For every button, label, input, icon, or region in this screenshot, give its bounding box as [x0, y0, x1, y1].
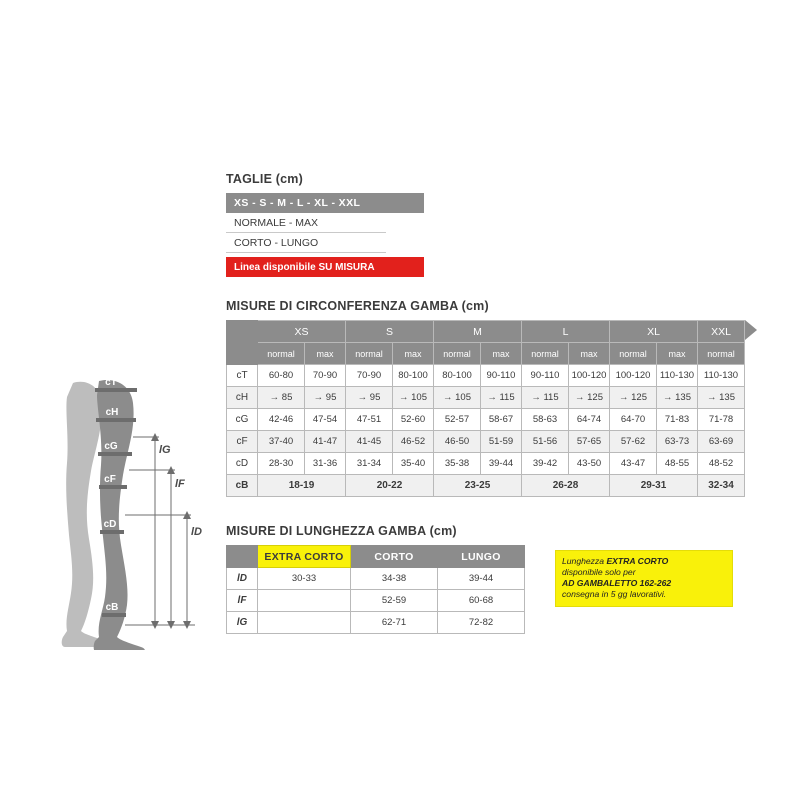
band-cG [98, 452, 132, 456]
cell: 63-73 [657, 431, 698, 453]
cell: 51-56 [522, 431, 569, 453]
taglie-title: TAGLIE (cm) [226, 172, 303, 186]
label-cB: cB [105, 602, 119, 613]
taglie-rows [226, 193, 571, 277]
circ-row-label-ch: cH [227, 387, 258, 409]
label-cG: cG [104, 441, 118, 452]
cell: 20-22 [346, 475, 434, 497]
cell: 32-34 [698, 475, 745, 497]
cell: 64-70 [610, 409, 657, 431]
cell: → 95 [305, 387, 346, 409]
cell: 30-33 [258, 568, 351, 590]
taglie-section [226, 172, 766, 277]
circ-corner-cell [227, 321, 258, 343]
table-row [227, 365, 745, 387]
table-row [227, 475, 745, 497]
circ-sub-0: normal [258, 343, 305, 365]
cell: 60-80 [258, 365, 305, 387]
circ-sub-7: max [569, 343, 610, 365]
band-cH [96, 418, 136, 422]
cell: 35-38 [434, 453, 481, 475]
circ-header-l: L [522, 321, 610, 343]
cell: 37-40 [258, 431, 305, 453]
band-cT [95, 388, 137, 392]
note-emph-extra-corto: EXTRA CORTO [606, 556, 669, 566]
circ-sub-4: normal [434, 343, 481, 365]
circ-sub-8: normal [610, 343, 657, 365]
circonferenza-title: MISURE DI CIRCONFERENZA GAMBA (cm) [226, 299, 489, 313]
table-row [227, 387, 745, 409]
circ-sub-header-row [227, 343, 745, 365]
cell: 100-120 [569, 365, 610, 387]
len-row-label-lg: lG [227, 612, 258, 634]
note-line-1 [562, 556, 726, 567]
leg-diagram-svg [55, 375, 230, 650]
lunghezza-table [226, 545, 525, 634]
cell: 42-46 [258, 409, 305, 431]
cell: 47-51 [346, 409, 393, 431]
dimension-lines [125, 433, 195, 629]
cell: → 115 [481, 387, 522, 409]
cell: 47-54 [305, 409, 346, 431]
label-lD: lD [191, 526, 202, 538]
cell: 31-36 [305, 453, 346, 475]
circ-row-label-cg: cG [227, 409, 258, 431]
cell: 57-62 [610, 431, 657, 453]
cell: 34-38 [351, 568, 438, 590]
circ-sub-2: normal [346, 343, 393, 365]
note-line-2: disponibile solo per [562, 567, 636, 577]
taglie-normale-max: NORMALE - MAX [226, 213, 386, 233]
lunghezza-title: MISURE DI LUNGHEZZA GAMBA (cm) [226, 524, 457, 538]
cell: 31-34 [346, 453, 393, 475]
cell: 70-90 [346, 365, 393, 387]
circ-header-xs: XS [258, 321, 346, 343]
cell: → 135 [657, 387, 698, 409]
cell: 71-78 [698, 409, 745, 431]
cell: 35-40 [393, 453, 434, 475]
cell: 43-47 [610, 453, 657, 475]
circ-sub-3: max [393, 343, 434, 365]
len-row-label-lf: lF [227, 590, 258, 612]
label-lF: lF [175, 478, 185, 490]
cell: 90-110 [481, 365, 522, 387]
circ-size-header-row [227, 321, 745, 343]
cell: 48-52 [698, 453, 745, 475]
cell [258, 612, 351, 634]
cell: 46-52 [393, 431, 434, 453]
cell: 26-28 [522, 475, 610, 497]
cell: 57-65 [569, 431, 610, 453]
circ-header-m: M [434, 321, 522, 343]
cell: → 115 [522, 387, 569, 409]
circ-sub-corner [227, 343, 258, 365]
cell: → 85 [258, 387, 305, 409]
circ-sub-9: max [657, 343, 698, 365]
band-cB [102, 613, 126, 617]
cell: 60-68 [438, 590, 525, 612]
header-arrow [745, 320, 757, 340]
circ-row-label-cb: cB [227, 475, 258, 497]
cell: → 125 [569, 387, 610, 409]
len-header-lungo: LUNGO [438, 546, 525, 568]
cell: 58-63 [522, 409, 569, 431]
cell: 46-50 [434, 431, 481, 453]
circ-row-label-cf: cF [227, 431, 258, 453]
cell: 29-31 [610, 475, 698, 497]
cell: 71-83 [657, 409, 698, 431]
taglie-su-misura-banner: Linea disponibile SU MISURA [226, 257, 424, 277]
cell: 110-130 [698, 365, 745, 387]
cell: 41-47 [305, 431, 346, 453]
len-header-corto: CORTO [351, 546, 438, 568]
circ-sub-10: normal [698, 343, 745, 365]
front-foot-shape [94, 637, 145, 650]
circ-sub-1: max [305, 343, 346, 365]
cell: → 105 [393, 387, 434, 409]
circonferenza-section [226, 299, 766, 502]
label-lG: lG [159, 444, 171, 456]
taglie-corto-lungo: CORTO - LUNGO [226, 233, 386, 253]
circ-sub-6: normal [522, 343, 569, 365]
leg-diagram [55, 375, 230, 650]
cell: 80-100 [434, 365, 481, 387]
cell: 52-59 [351, 590, 438, 612]
label-cF: cF [104, 474, 116, 485]
table-row [227, 431, 745, 453]
cell: 41-45 [346, 431, 393, 453]
circ-sub-5: max [481, 343, 522, 365]
table-row [227, 409, 745, 431]
circ-row-label-cd: cD [227, 453, 258, 475]
note-box [555, 550, 733, 607]
cell: 52-57 [434, 409, 481, 431]
table-row [227, 590, 525, 612]
cell: 72-82 [438, 612, 525, 634]
cell: 63-69 [698, 431, 745, 453]
cell: 100-120 [610, 365, 657, 387]
len-row-label-ld: lD [227, 568, 258, 590]
band-cF [99, 485, 127, 489]
circ-header-xxl: XXL [698, 321, 745, 343]
cell: 39-44 [481, 453, 522, 475]
label-cT: cT [105, 377, 117, 388]
label-cD: cD [103, 519, 117, 530]
cell: 51-59 [481, 431, 522, 453]
cell: 80-100 [393, 365, 434, 387]
cell: 90-110 [522, 365, 569, 387]
cell: 110-130 [657, 365, 698, 387]
taglie-sizes-row: XS - S - M - L - XL - XXL [226, 193, 424, 213]
cell: 48-55 [657, 453, 698, 475]
table-row [227, 568, 525, 590]
cell: 18-19 [258, 475, 346, 497]
band-cD [100, 530, 124, 534]
cell: 23-25 [434, 475, 522, 497]
len-corner-cell [227, 546, 258, 568]
cell: 39-44 [438, 568, 525, 590]
len-header-extra-corto: EXTRA CORTO [258, 546, 351, 568]
cell: 70-90 [305, 365, 346, 387]
cell: → 125 [610, 387, 657, 409]
cell: 58-67 [481, 409, 522, 431]
cell: 28-30 [258, 453, 305, 475]
cell: → 105 [434, 387, 481, 409]
cell: → 95 [346, 387, 393, 409]
cell: 39-42 [522, 453, 569, 475]
cell [258, 590, 351, 612]
circ-header-xl: XL [610, 321, 698, 343]
circ-header-s: S [346, 321, 434, 343]
cell: 64-74 [569, 409, 610, 431]
cell: 43-50 [569, 453, 610, 475]
table-row [227, 612, 525, 634]
cell: 62-71 [351, 612, 438, 634]
cell: 52-60 [393, 409, 434, 431]
label-cH: cH [105, 407, 119, 418]
note-text-1: Lunghezza [562, 556, 607, 566]
circ-row-label-ct: cT [227, 365, 258, 387]
note-line-3: AD GAMBALETTO 162-262 [562, 578, 672, 588]
cell: → 135 [698, 387, 745, 409]
table-row [227, 453, 745, 475]
len-header-row [227, 546, 525, 568]
circonferenza-table [226, 320, 745, 497]
note-line-4: consegna in 5 gg lavorativi. [562, 589, 667, 599]
